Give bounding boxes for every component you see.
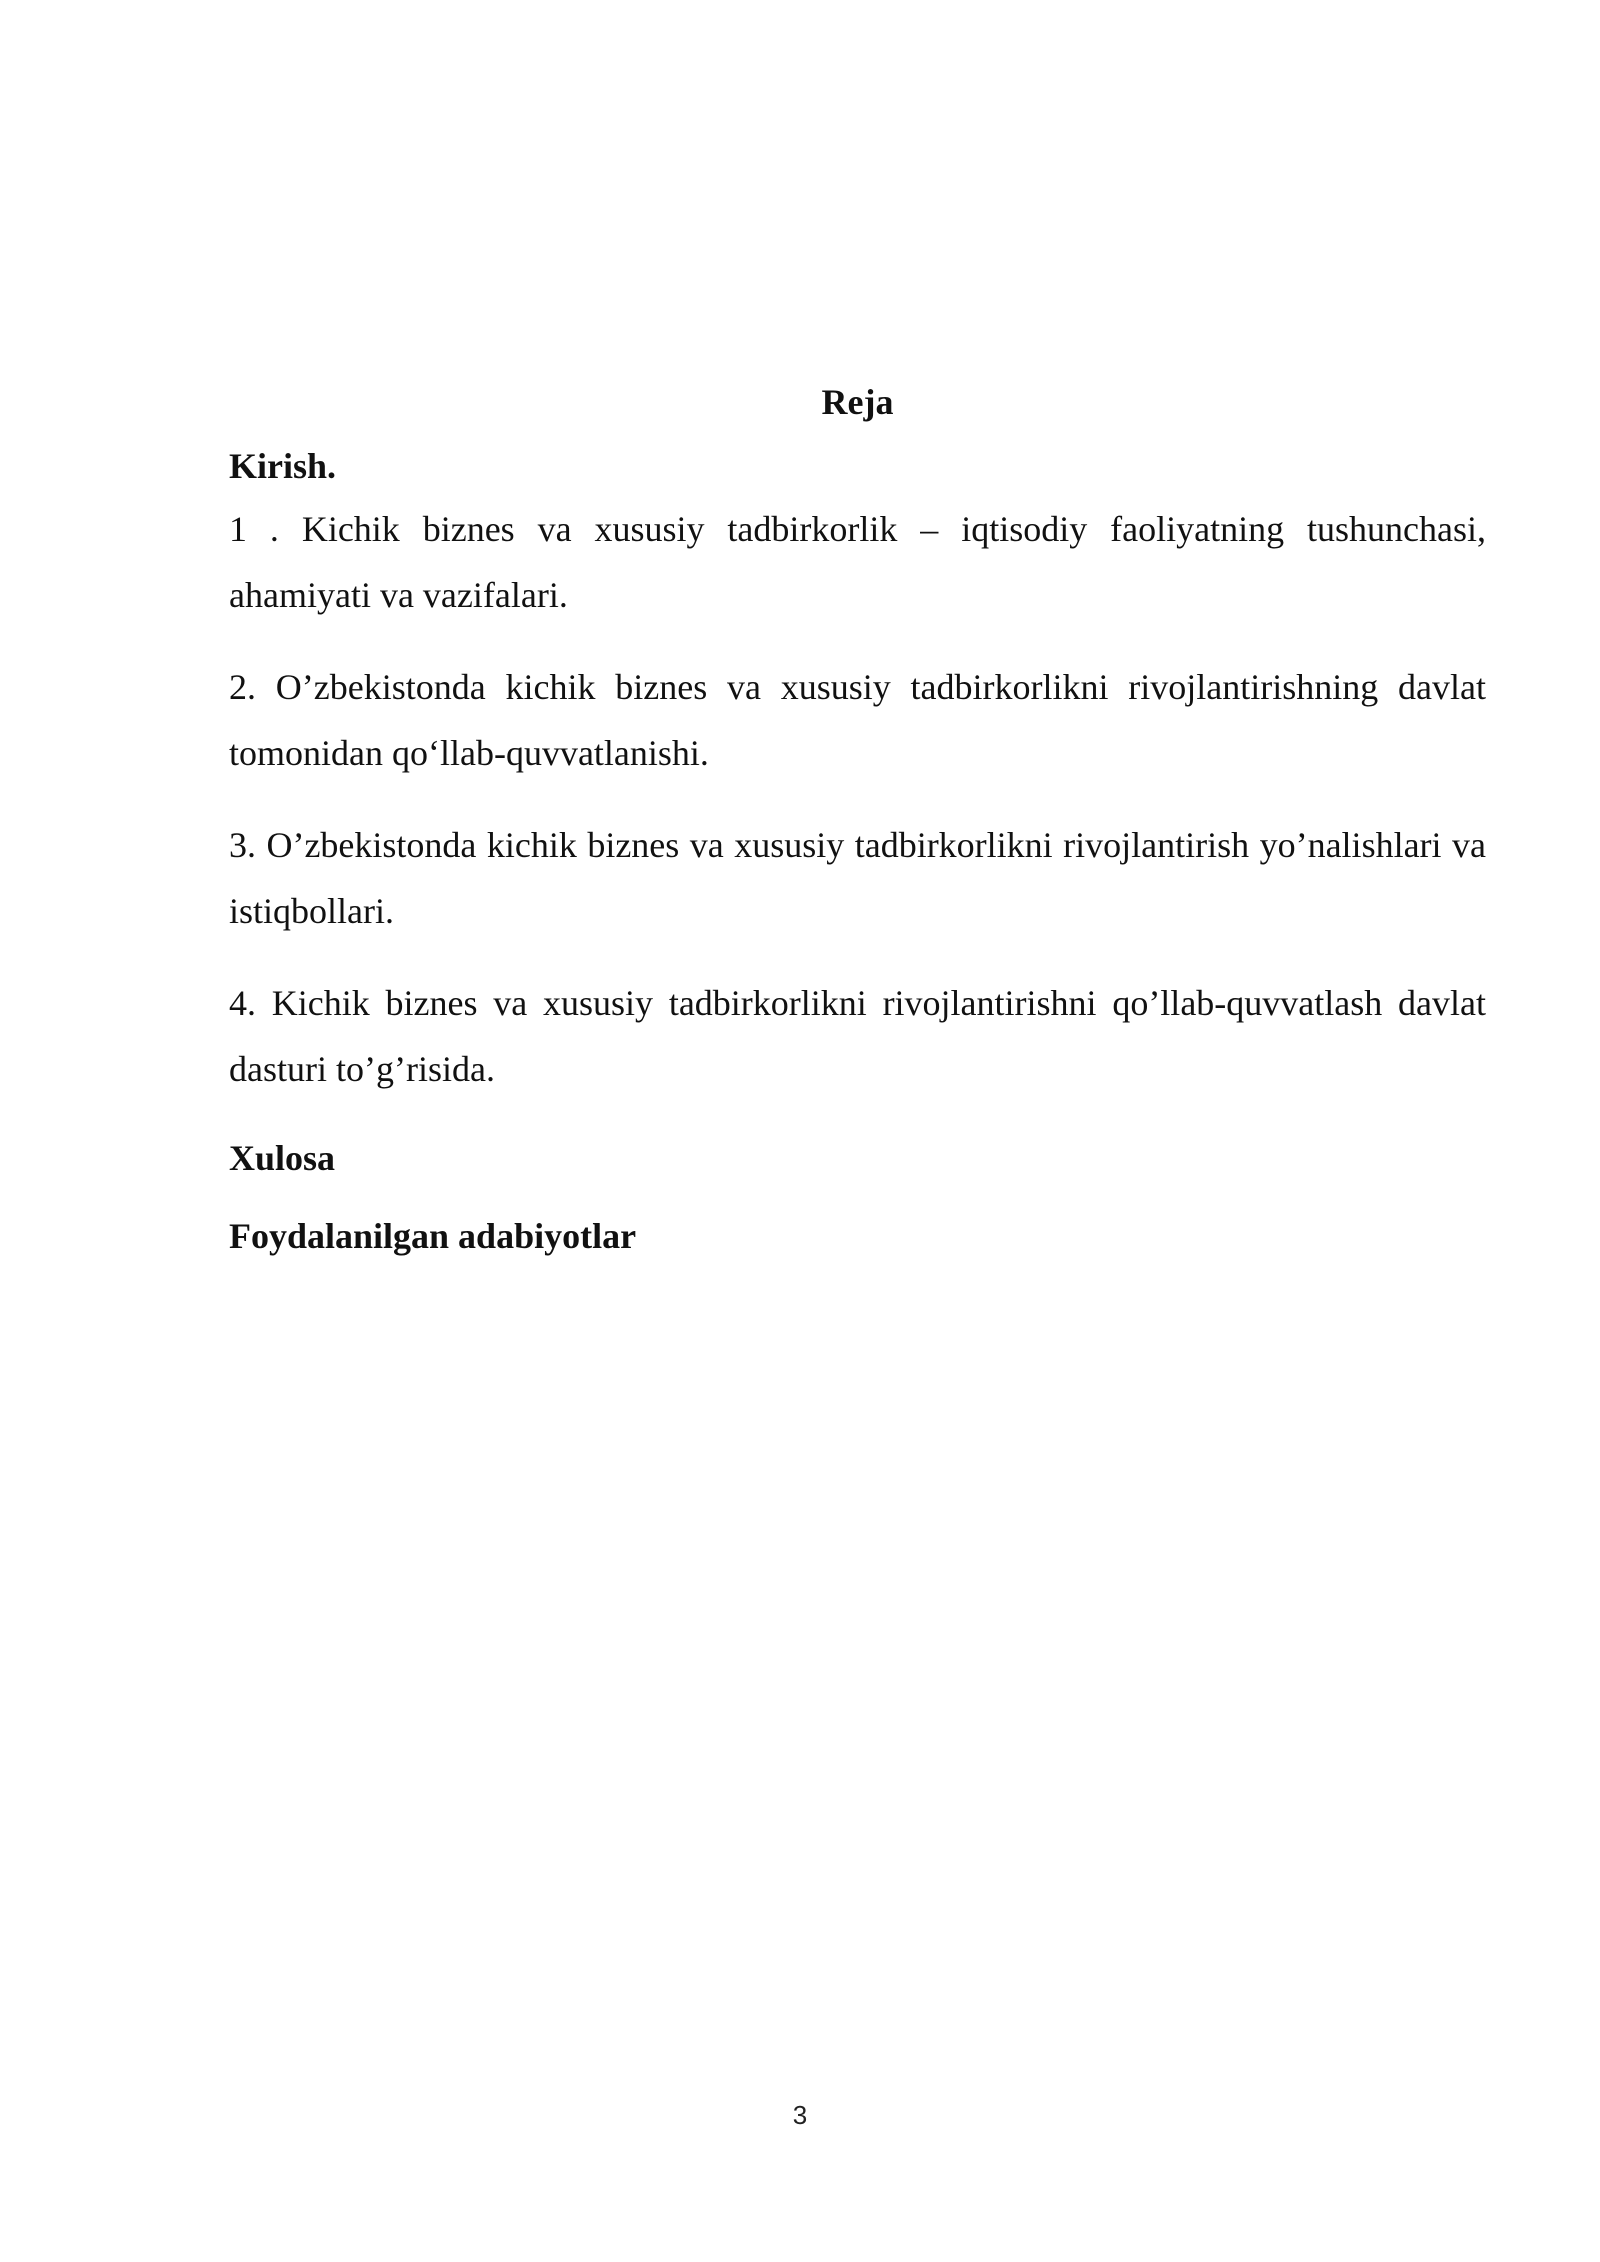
outline-item-2: 2. O’zbekistonda kichik biznes va xususiy tadbirkorlikni rivojlantirishning davlat tomonidan qo‘llab-quvvatlanishi. <box>229 667 1486 773</box>
outline-item-3: 3. O’zbekistonda kichik biznes va xususiy tadbirkorlikni rivojlantirish yo’nalishlari va istiqbollari. <box>229 825 1486 931</box>
intro-heading: Kirish. <box>229 446 337 486</box>
outline-content <box>229 372 1486 1266</box>
outline-item-4: 4. Kichik biznes va xususiy tadbirkorlikni rivojlantirishni qo’llab-quvvatlash davlat dasturi to’g’risida. <box>229 983 1486 1089</box>
page-number: 3 <box>792 2100 808 2130</box>
outline-title: Reja <box>821 382 894 422</box>
outline-item-1: 1 . Kichik biznes va xususiy tadbirkorlik – iqtisodiy faoliyatning tushunchasi, ahamiyati va vazifalari. <box>229 509 1486 615</box>
references-heading: Foydalanilgan adabiyotlar <box>229 1216 637 1256</box>
conclusion-heading: Xulosa <box>229 1138 336 1178</box>
